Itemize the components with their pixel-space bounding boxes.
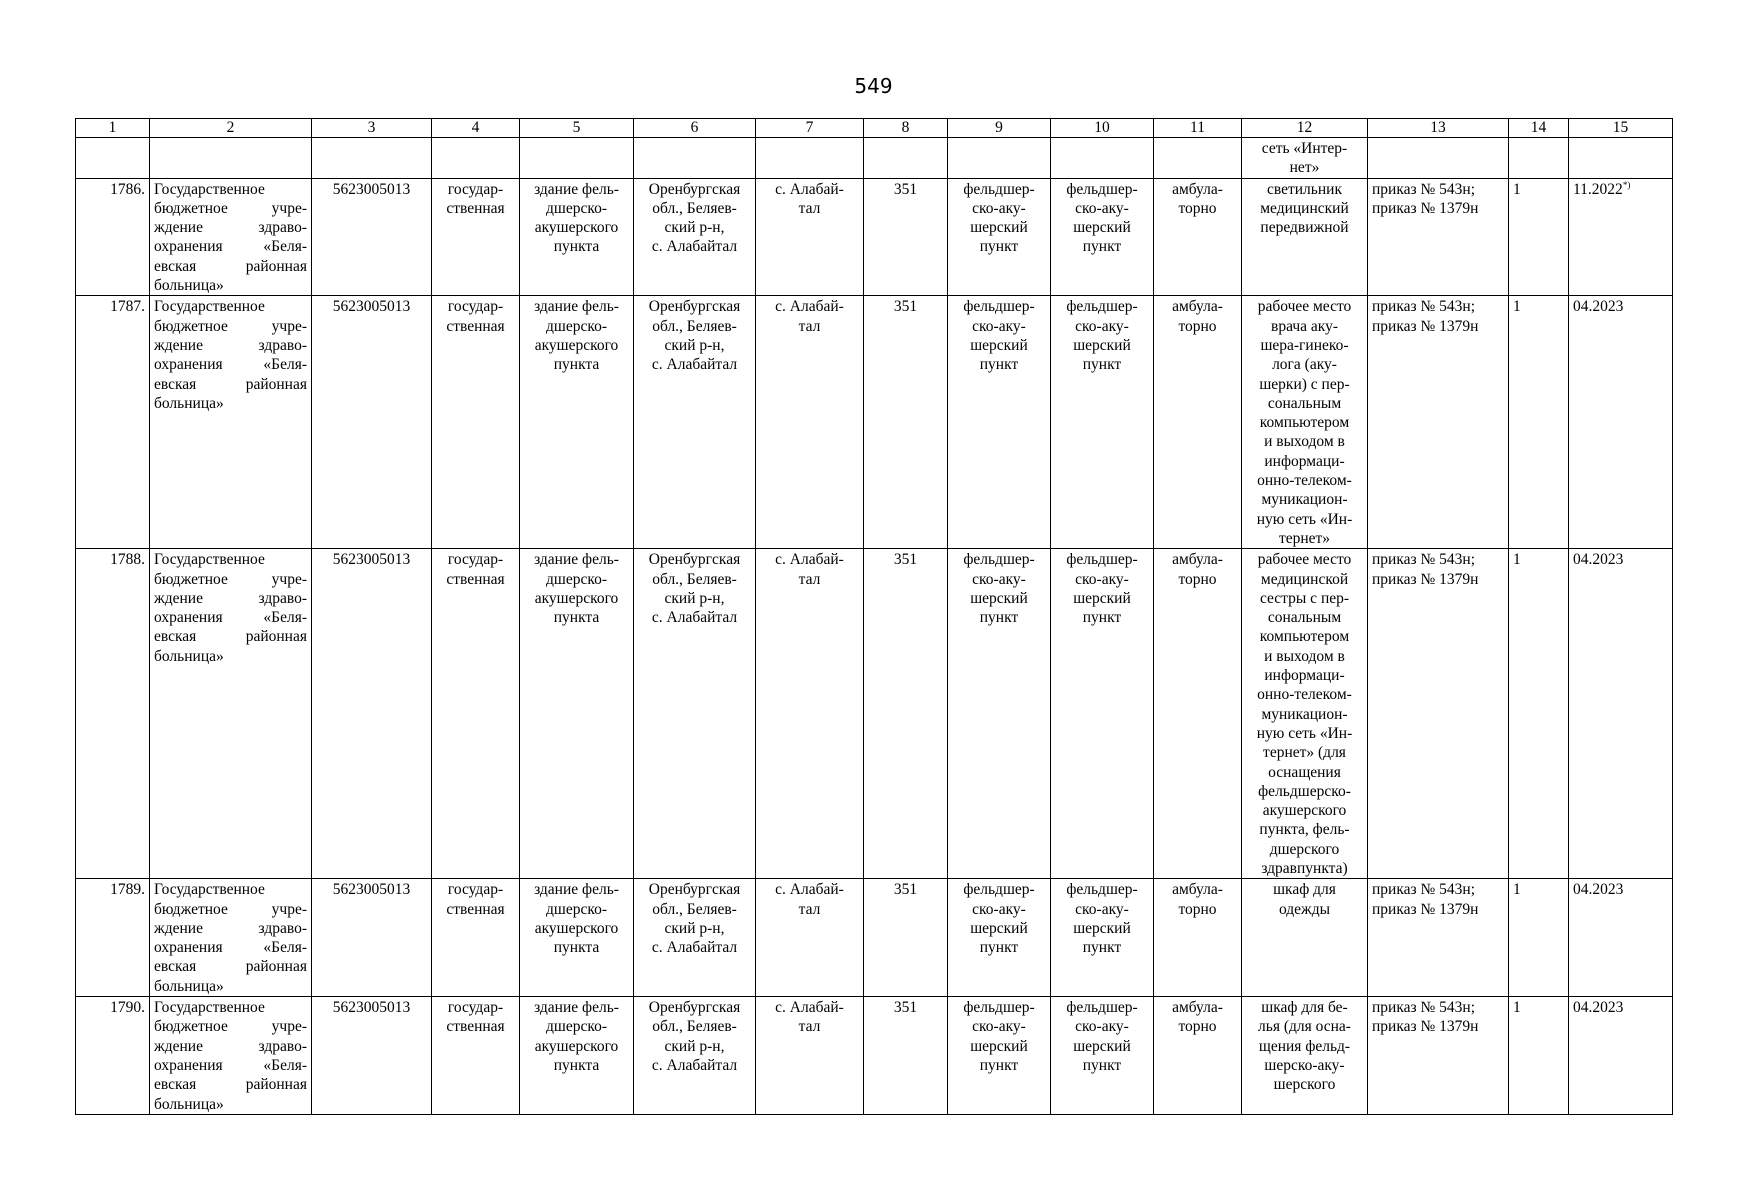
table-row — [76, 296, 1673, 549]
header-cell: 11 — [1154, 119, 1242, 138]
cell-date — [1569, 879, 1673, 997]
cell-population: 351 — [864, 879, 948, 997]
table-row — [76, 879, 1673, 997]
cell-empty — [1509, 138, 1569, 179]
cell-quantity: 1 — [1509, 549, 1569, 879]
cell-inn: 5623005013 — [312, 879, 432, 997]
cell-inn: 5623005013 — [312, 549, 432, 879]
table-row — [76, 997, 1673, 1115]
page-number: 549 — [854, 74, 893, 98]
cell-date — [1569, 549, 1673, 879]
header-cell: 3 — [312, 119, 432, 138]
cell-number: 1790. — [76, 997, 150, 1115]
header-row — [76, 119, 1673, 138]
cell-settlement: с. Алабай- тал — [756, 549, 864, 879]
cell-quantity: 1 — [1509, 178, 1569, 296]
cell-empty — [312, 138, 432, 179]
cell-inn: 5623005013 — [312, 178, 432, 296]
cell-ownership: государ- ственная — [432, 178, 520, 296]
cell-organization: Государственное бюджетное учре-ждение здраво-охранения «Беля-евская районная больница» — [150, 178, 312, 296]
cell-date — [1569, 296, 1673, 549]
cell-empty — [150, 138, 312, 179]
cell-order: приказ № 543н; приказ № 1379н — [1368, 997, 1509, 1115]
footnote-mark: *) — [1622, 179, 1631, 190]
cell-equipment: рабочее место медицинской сестры с пер- сональным компьютером и выходом в информаци- онно-телеком- муникацион- ную сеть «Ин- тернет» (для оснащения фельдшерско- акушерского пункта, фель- дшерского здравпункта) — [1242, 549, 1368, 879]
cell-population: 351 — [864, 178, 948, 296]
cell-inn: 5623005013 — [312, 296, 432, 549]
cell-address: Оренбургская обл., Беляев- ский р-н, с. Алабайтал — [634, 879, 756, 997]
cell-organization: Государственное бюджетное учре-ждение здраво-охранения «Беля-евская районная больница» — [150, 997, 312, 1115]
cell-address: Оренбургская обл., Беляев- ский р-н, с. Алабайтал — [634, 549, 756, 879]
cell-building: здание фель- дшерско- акушерского пункта — [520, 997, 634, 1115]
cell-facility-type: фельдшер- ско-аку- шерский пункт — [948, 879, 1051, 997]
date-value: 04.2023 — [1573, 551, 1624, 569]
cell-care-conditions: амбула- торно — [1154, 296, 1242, 549]
cell-empty — [756, 138, 864, 179]
header-cell: 12 — [1242, 119, 1368, 138]
cell-ownership: государ- ственная — [432, 997, 520, 1115]
cell-empty — [1154, 138, 1242, 179]
header-cell: 14 — [1509, 119, 1569, 138]
cell-organization: Государственное бюджетное учре-ждение здраво-охранения «Беля-евская районная больница» — [150, 879, 312, 997]
cell-address: Оренбургская обл., Беляев- ский р-н, с. Алабайтал — [634, 997, 756, 1115]
cell-date — [1569, 178, 1673, 296]
cell-facility-type: фельдшер- ско-аку- шерский пункт — [948, 296, 1051, 549]
cell-quantity: 1 — [1509, 296, 1569, 549]
cell-equipment: рабочее место врача аку- шера-гинеко- лога (аку- шерки) с пер- сональным компьютером и выходом в информаци- онно-телеком- муникацион- ную сеть «Ин- тернет» — [1242, 296, 1368, 549]
cell-empty — [520, 138, 634, 179]
cell-building: здание фель- дшерско- акушерского пункта — [520, 549, 634, 879]
cell-facility-type: фельдшер- ско-аку- шерский пункт — [948, 997, 1051, 1115]
header-cell: 13 — [1368, 119, 1509, 138]
cell-building: здание фель- дшерско- акушерского пункта — [520, 178, 634, 296]
cell-equipment: шкаф для одежды — [1242, 879, 1368, 997]
cell-care-conditions: амбула- торно — [1154, 178, 1242, 296]
cell-facility-unit: фельдшер- ско-аку- шерский пункт — [1051, 178, 1154, 296]
header-cell: 8 — [864, 119, 948, 138]
cell-organization: Государственное бюджетное учре-ждение здраво-охранения «Беля-евская районная больница» — [150, 549, 312, 879]
cell-care-conditions: амбула- торно — [1154, 879, 1242, 997]
cell-ownership: государ- ственная — [432, 879, 520, 997]
cell-date — [1569, 997, 1673, 1115]
cell-facility-unit: фельдшер- ско-аку- шерский пункт — [1051, 296, 1154, 549]
cell-empty — [76, 138, 150, 179]
cell-settlement: с. Алабай- тал — [756, 296, 864, 549]
cell-building: здание фель- дшерско- акушерского пункта — [520, 296, 634, 549]
header-cell: 6 — [634, 119, 756, 138]
cell-order: приказ № 543н; приказ № 1379н — [1368, 296, 1509, 549]
cell-number: 1788. — [76, 549, 150, 879]
date-value: 04.2023 — [1573, 298, 1624, 316]
cell-order: приказ № 543н; приказ № 1379н — [1368, 549, 1509, 879]
header-cell: 15 — [1569, 119, 1673, 138]
header-cell: 10 — [1051, 119, 1154, 138]
cell-facility-type: фельдшер- ско-аку- шерский пункт — [948, 178, 1051, 296]
cell-quantity: 1 — [1509, 997, 1569, 1115]
cell-empty — [948, 138, 1051, 179]
header-cell: 2 — [150, 119, 312, 138]
date-value: 04.2023 — [1573, 999, 1624, 1017]
table-row — [76, 549, 1673, 879]
cell-address: Оренбургская обл., Беляев- ский р-н, с. Алабайтал — [634, 296, 756, 549]
header-cell: 7 — [756, 119, 864, 138]
cell-population: 351 — [864, 549, 948, 879]
cell-ownership: государ- ственная — [432, 296, 520, 549]
continuation-row — [76, 138, 1673, 179]
cell-equipment: шкаф для бе- лья (для осна- щения фельд- шерско-аку- шерского — [1242, 997, 1368, 1115]
cell-facility-type: фельдшер- ско-аку- шерский пункт — [948, 549, 1051, 879]
cell-empty — [1051, 138, 1154, 179]
cell-address: Оренбургская обл., Беляев- ский р-н, с. Алабайтал — [634, 178, 756, 296]
header-cell: 4 — [432, 119, 520, 138]
cell-population: 351 — [864, 296, 948, 549]
cell-ownership: государ- ственная — [432, 549, 520, 879]
cell-empty — [1569, 138, 1673, 179]
cell-number: 1787. — [76, 296, 150, 549]
date-value: 11.2022 — [1573, 180, 1623, 198]
cell-order: приказ № 543н; приказ № 1379н — [1368, 178, 1509, 296]
cell-settlement: с. Алабай- тал — [756, 178, 864, 296]
cell-empty — [864, 138, 948, 179]
cell-facility-unit: фельдшер- ско-аку- шерский пункт — [1051, 879, 1154, 997]
cell-number: 1789. — [76, 879, 150, 997]
cell-building: здание фель- дшерско- акушерского пункта — [520, 879, 634, 997]
cell-equipment: сеть «Интер- нет» — [1242, 138, 1368, 179]
header-cell: 5 — [520, 119, 634, 138]
cell-organization: Государственное бюджетное учре-ждение здраво-охранения «Беля-евская районная больница» — [150, 296, 312, 549]
cell-order: приказ № 543н; приказ № 1379н — [1368, 879, 1509, 997]
cell-inn: 5623005013 — [312, 997, 432, 1115]
cell-empty — [1368, 138, 1509, 179]
cell-facility-unit: фельдшер- ско-аку- шерский пункт — [1051, 997, 1154, 1115]
cell-settlement: с. Алабай- тал — [756, 879, 864, 997]
date-value: 04.2023 — [1573, 881, 1624, 899]
cell-empty — [634, 138, 756, 179]
cell-care-conditions: амбула- торно — [1154, 549, 1242, 879]
cell-quantity: 1 — [1509, 879, 1569, 997]
cell-population: 351 — [864, 997, 948, 1115]
header-cell: 9 — [948, 119, 1051, 138]
cell-care-conditions: амбула- торно — [1154, 997, 1242, 1115]
header-cell: 1 — [76, 119, 150, 138]
cell-empty — [432, 138, 520, 179]
cell-equipment: светильник медицинский передвижной — [1242, 178, 1368, 296]
registry-table — [75, 118, 1673, 1115]
cell-settlement: с. Алабай- тал — [756, 997, 864, 1115]
cell-facility-unit: фельдшер- ско-аку- шерский пункт — [1051, 549, 1154, 879]
cell-number: 1786. — [76, 178, 150, 296]
table-row — [76, 178, 1673, 296]
